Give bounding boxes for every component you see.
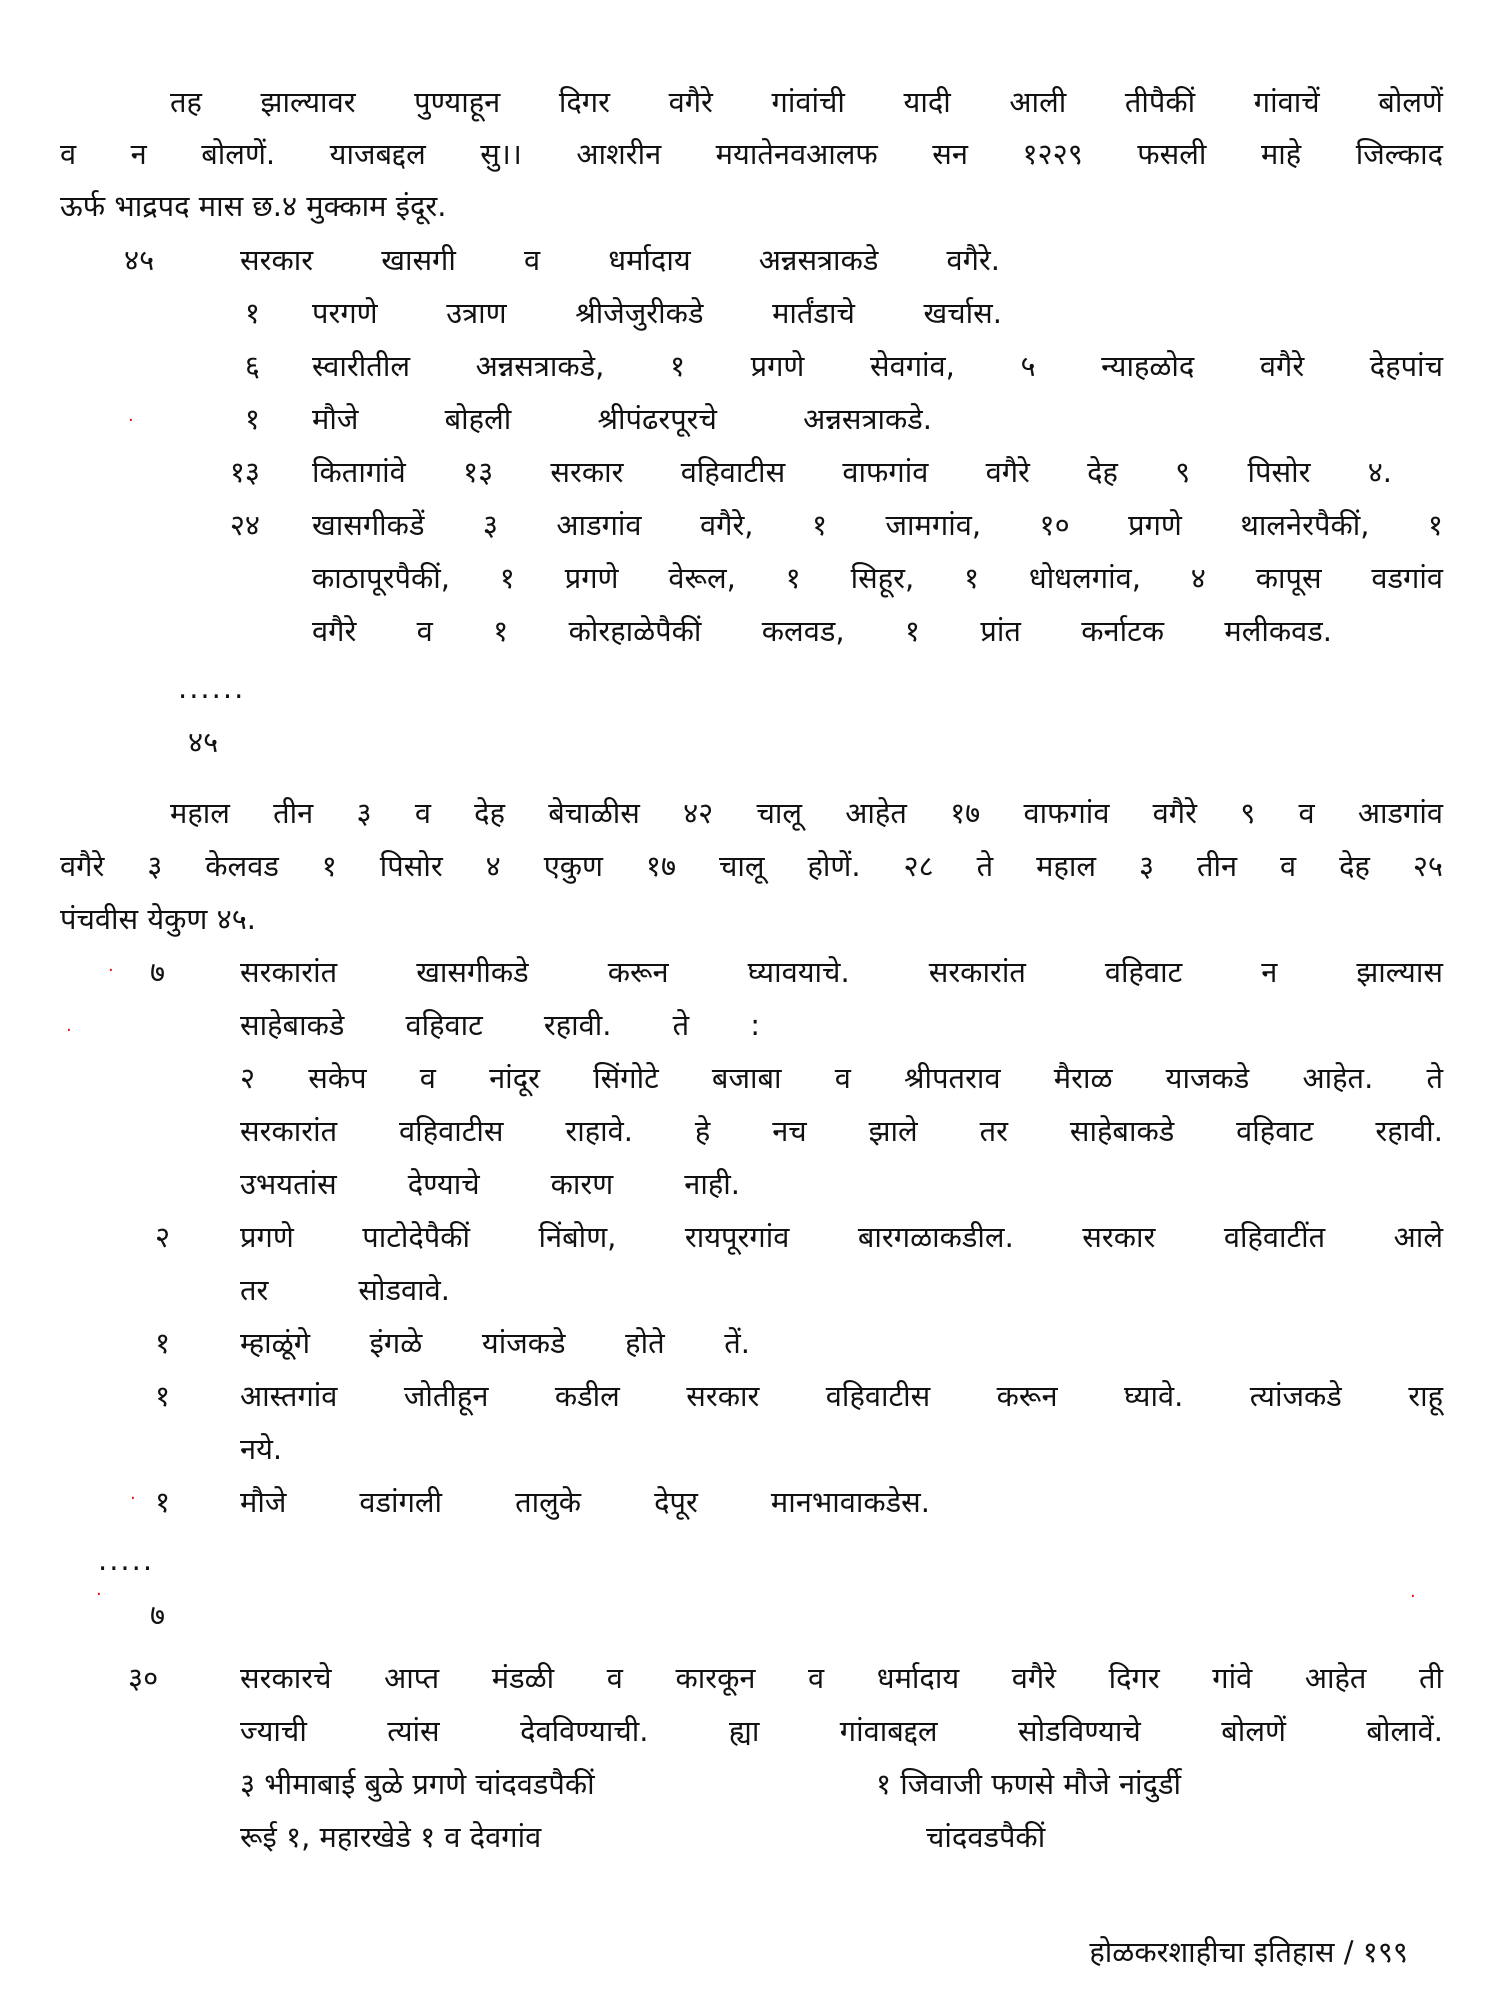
section2-item-2-text: म्हाळूंगे इंगळे यांजकडे होते तें. — [240, 1326, 750, 1360]
section3-line-1: सरकारचे आप्त मंडळी व कारकून व धर्मादाय वगैरे दिगर गांवे आहेत ती — [240, 1661, 1443, 1695]
section2-item-4-count: १ — [155, 1485, 171, 1519]
intro-line-1: तह झाल्यावर पुण्याहून दिगर वगैरे गांवांची यादी आली तीपैकीं गांवाचें बोलणें — [170, 85, 1443, 119]
section2-item-3-text-2: नये. — [240, 1432, 283, 1466]
section2-dots: ..... — [98, 1543, 155, 1577]
red-speck: · — [1410, 1586, 1416, 1607]
section3-right-col-2: चांदवडपैकीं — [926, 1820, 1046, 1854]
page-footer: होळकरशाहीचा इतिहास / १९९ — [1089, 1935, 1408, 1969]
section2-item-2-count: १ — [155, 1326, 171, 1360]
section1-item-1-text: परगणे उत्राण श्रीजेजुरीकडे मार्तंडाचे खर्चास. — [312, 296, 1002, 330]
section2-sub-line-2: सरकारांत वहिवाटीस राहावे. हे नच झाले तर साहेबाकडे वहिवाट रहावी. — [240, 1114, 1443, 1148]
red-speck: · — [128, 410, 134, 431]
red-speck: · — [96, 1584, 102, 1605]
section3-right-col-1: १ जिवाजी फणसे मौजे नांदुर्डी — [876, 1767, 1181, 1801]
mahal-line-3: पंचवीस येकुण ४५. — [60, 902, 257, 936]
section1-item-5-text-1: खासगीकडें ३ आडगांव वगैरे, १ जामगांव, १० प्रगणे थालनेरपैकीं, १ — [312, 508, 1443, 542]
section2-item-1-count: २ — [155, 1220, 171, 1254]
section1-item-1-count: १ — [244, 296, 260, 330]
red-speck: · — [108, 960, 114, 981]
section2-number: ७ — [150, 955, 166, 989]
section2-item-3-text-1: आस्तगांव जोतीहून कडील सरकार वहिवाटीस करून घ्यावे. त्यांजकडे राहू — [240, 1379, 1443, 1413]
section1-heading: सरकार खासगी व धर्मादाय अन्नसत्राकडे वगैरे. — [240, 243, 1000, 277]
section3-left-col-1: ३ भीमाबाई बुळे प्रगणे चांदवडपैकीं — [240, 1767, 595, 1801]
section2-item-1-text-1: प्रगणे पाटोदेपैकीं निंबोण, रायपूरगांव बारगळाकडील. सरकार वहिवाटींत आले — [240, 1220, 1443, 1254]
section1-dots: ...... — [178, 671, 246, 705]
section3-left-col-2: रूई १, महारखेडे १ व देवगांव — [240, 1820, 542, 1854]
section1-item-2-text: स्वारीतील अन्नसत्राकडे, १ प्रगणे सेवगांव, ५ न्याहळोद वगैरे देहपांच — [312, 349, 1443, 383]
intro-line-3: ऊर्फ भाद्रपद मास छ.४ मुक्काम इंदूर. — [60, 189, 447, 223]
section2-total: ७ — [150, 1598, 166, 1632]
section1-number: ४५ — [124, 243, 155, 277]
section2-line-1: सरकारांत खासगीकडे करून घ्यावयाचे. सरकारांत वहिवाट न झाल्यास — [240, 955, 1443, 989]
red-speck: · — [66, 1020, 72, 1041]
section1-item-2-count: ६ — [244, 349, 260, 383]
mahal-line-2: वगैरे ३ केलवड १ पिसोर ४ एकुण १७ चालू होणें. २८ ते महाल ३ तीन व देह २५ — [60, 849, 1443, 883]
section2-item-4-text: मौजे वडांगली तालुके देपूर मानभावाकडेस. — [240, 1485, 930, 1519]
section2-item-3-count: १ — [155, 1379, 171, 1413]
section3-line-2: ज्याची त्यांस देवविण्याची. ह्या गांवाबद्दल सोडविण्याचे बोलणें बोलावें. — [240, 1714, 1443, 1748]
section1-item-5-text-2: काठापूरपैकीं, १ प्रगणे वेरूल, १ सिहूर, १ धोधलगांव, ४ कापूस वडगांव — [312, 561, 1443, 595]
section2-sub-line-3: उभयतांस देण्याचे कारण नाही. — [240, 1167, 740, 1201]
section3-number: ३० — [128, 1661, 159, 1695]
red-speck: · — [130, 1488, 136, 1509]
section1-item-4-count: १३ — [229, 455, 260, 489]
intro-line-2: व न बोलणें. याजबद्दल सु।। आशरीन मयातेनवआलफ सन १२२९ फसली माहे जिल्काद — [60, 137, 1443, 171]
section1-total: ४५ — [188, 725, 219, 759]
section1-item-3-text: मौजे बोहली श्रीपंढरपूरचे अन्नसत्राकडे. — [312, 402, 932, 436]
section2-item-1-text-2: तर सोडवावे. — [240, 1273, 450, 1307]
section1-item-3-count: १ — [244, 402, 260, 436]
mahal-line-1: महाल तीन ३ व देह बेचाळीस ४२ चालू आहेत १७ वाफगांव वगैरे ९ व आडगांव — [170, 796, 1443, 830]
section2-sub-line-1: २ सकेप व नांदूर सिंगोटे बजाबा व श्रीपतराव मैराळ याजकडे आहेत. ते — [240, 1061, 1443, 1095]
section1-item-5-count: २४ — [229, 508, 260, 542]
section2-line-2: साहेबाकडे वहिवाट रहावी. ते : — [240, 1008, 760, 1042]
section1-item-4-text: कितागांवे १३ सरकार वहिवाटीस वाफगांव वगैरे देह ९ पिसोर ४. — [312, 455, 1392, 489]
section1-item-5-text-3: वगैरे व १ कोरहाळेपैकीं कलवड, १ प्रांत कर्नाटक मलीकवड. — [312, 614, 1332, 648]
